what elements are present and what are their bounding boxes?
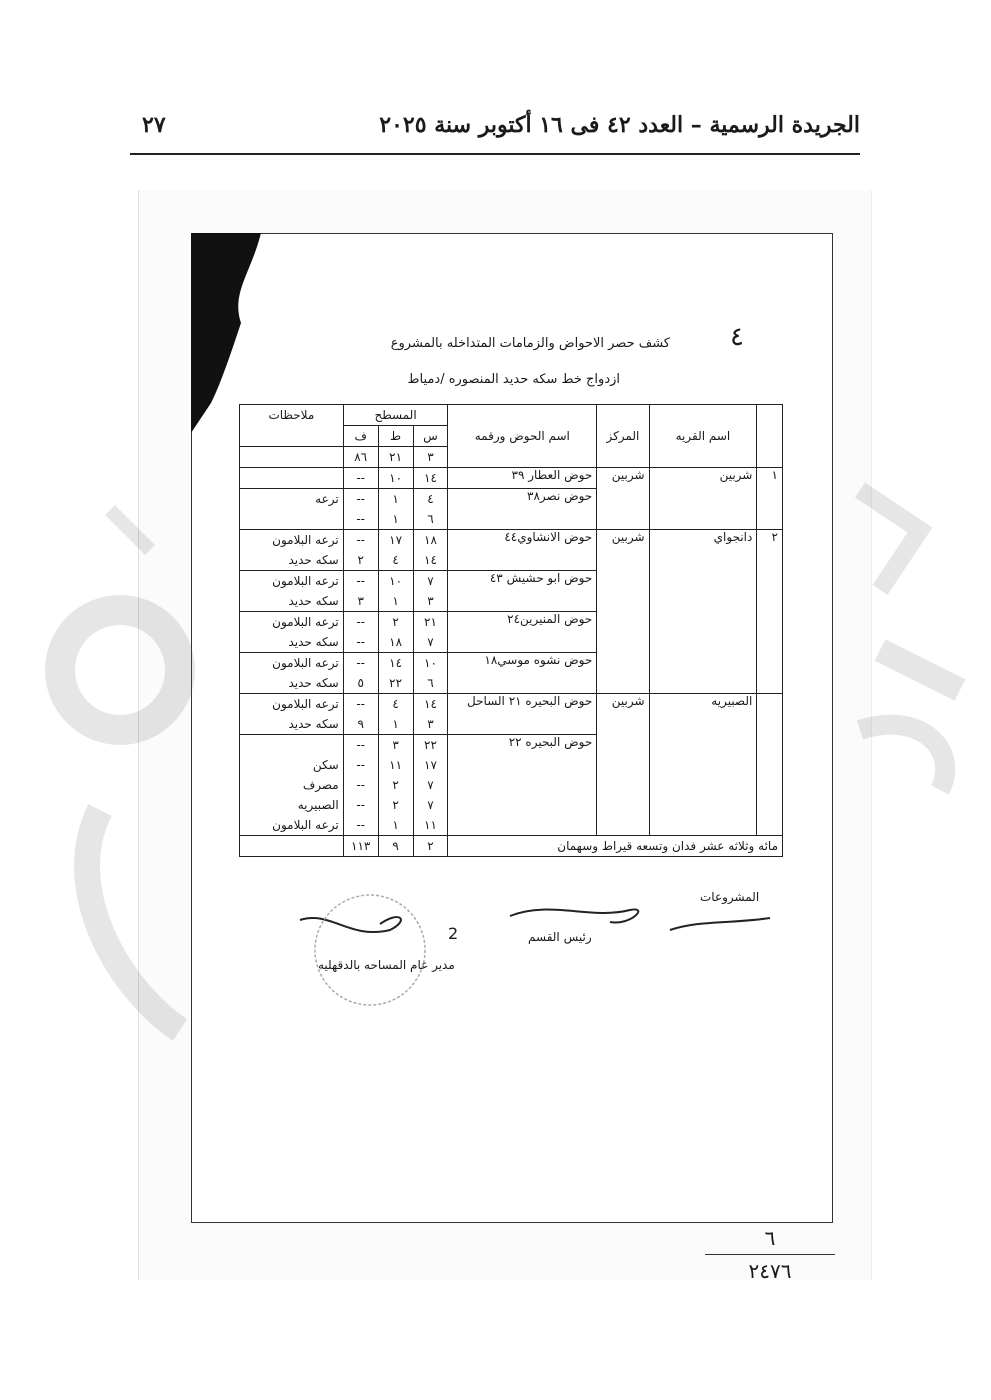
notes [240,468,344,489]
hod-name: حوض العطار ٣٩ [448,468,597,489]
area-f-line: -- [356,533,366,547]
markaz-name: شربين [597,694,649,836]
gazette-header [130,112,860,148]
area-s-line: ١٤ [424,553,437,567]
village-number [757,694,783,836]
markaz-name: شربين [597,530,649,694]
area-t-line: ١ [392,818,399,832]
village-name: دانجواي [649,530,757,694]
signatures [270,880,790,1020]
area-f-line: ٣ [357,594,364,608]
area-s-line: ٣ [427,717,434,731]
area-t-line: ٤ [392,553,399,567]
area-f-line: -- [356,738,366,752]
torn-corner-shadow [191,233,271,433]
area-f [343,571,378,612]
handwritten-ref-line [705,1254,835,1255]
area-s [413,530,448,571]
notes-line [244,509,339,529]
area-f-line: -- [356,656,366,670]
area-f-line: -- [356,492,366,506]
total-f: ١١٣ [343,836,378,857]
area-s-line: ٧ [427,778,434,792]
area-t-line: ١٠ [389,574,403,588]
notes [240,530,344,571]
document-title: كشف حصر الاحواض والزمامات المتداخله بالمشروع [390,336,670,351]
notes-line: ترعه البلامون [272,697,339,711]
area-s-line: ٧ [427,574,434,588]
area-s-line: ١٧ [424,758,437,772]
total-area-t: ٢١ [378,447,413,468]
document-subtitle: ازدواج خط سكه حديد المنصوره /دمياط [407,372,620,387]
area-s-line: ١٠ [424,656,437,670]
area-s-line: ٧ [427,635,434,649]
area-f-line: -- [356,697,366,711]
hod-name: حوض نشوه موسي١٨ [448,653,597,694]
area-f [343,489,378,530]
notes [240,653,344,694]
area-t-line: ١٤ [389,656,403,670]
area-f-line: -- [356,471,366,485]
area-f [343,530,378,571]
area-t-line: ٢ [392,615,399,629]
notes-line: ترعه البلامون [272,533,339,547]
col-f: ف [343,426,378,447]
area-t-line: ٣ [392,738,399,752]
handwritten-ref-bottom: ٢٤٧٦ [748,1259,792,1283]
col-markaz: المركز [597,405,649,468]
col-hod: اسم الحوض ورقمه [448,405,597,468]
notes-line: سكه حديد [288,553,339,567]
area-s-line: ١١ [424,818,437,832]
area-f [343,468,378,489]
col-t: ط [378,426,413,447]
notes-line: سكن [312,758,339,772]
notes-line: سكه حديد [288,717,339,731]
hod-name: حوض البحيره ٢١ الساحل [448,694,597,735]
village-number: ١ [757,468,783,530]
notes-line: ترعه البلامون [272,574,339,588]
area-f-line: ٢ [357,553,364,567]
area-f-line: -- [356,574,366,588]
notes-line [244,735,339,755]
markaz-name: شربين [597,468,649,530]
area-t-line: ٢٢ [389,676,403,690]
area-f [343,735,378,836]
notes [240,694,344,735]
notes-line: سكه حديد [288,635,339,649]
notes-line: ترعه البلامون [272,656,339,670]
area-t [378,530,413,571]
area-t [378,735,413,836]
village-name: الصبيريه [649,694,757,836]
village-name: شربين [649,468,757,530]
notes-line [244,468,339,488]
area-s-line: ٢٢ [424,738,437,752]
sig-projects: المشروعات [700,890,760,904]
area-s-line: ٣ [427,594,434,608]
notes-line: ترعه البلامون [272,818,339,832]
area-f-line: -- [356,635,366,649]
area-t-line: ١٠ [389,471,403,485]
total-area-s: ٣ [413,447,448,468]
handwritten-ref [705,1226,835,1283]
area-s-line: ١٨ [424,533,437,547]
area-t-line: ١٧ [389,533,403,547]
header-rule [130,153,860,155]
area-s-line: ٢١ [424,615,437,629]
handwritten-ref-top: ٦ [764,1226,776,1250]
area-f [343,653,378,694]
total-t: ٩ [378,836,413,857]
area-t-line: ١ [392,512,399,526]
area-t [378,653,413,694]
sig-manager: مدير عام المساحه بالدقهليه [318,958,455,972]
area-t-line: ١١ [389,758,403,772]
notes-line: سكه حديد [288,594,339,608]
area-s-line: ٦ [427,676,434,690]
area-t [378,571,413,612]
area-s [413,571,448,612]
table-row [240,468,783,489]
hod-name: حوض نصر٣٨ [448,489,597,530]
notes-line: الصبيريه [297,798,339,812]
area-f [343,694,378,735]
table-row [240,530,783,571]
hod-name: حوض ابو حشيش ٤٣ [448,571,597,612]
area-s [413,694,448,735]
notes-line: ترعه البلامون [272,615,339,629]
page-number: ٢٧ [142,112,166,138]
total-row [240,836,783,857]
area-f-line: ٩ [357,717,364,731]
notes-line: مصرف [302,778,339,792]
area-s [413,468,448,489]
area-t-line: ١ [392,717,399,731]
area-s [413,653,448,694]
basins-table [239,404,783,857]
area-s [413,612,448,653]
area-t-line: ١ [392,594,399,608]
area-t [378,612,413,653]
sig-head: رئيس القسم [528,930,592,944]
area-s-line: ٧ [427,798,434,812]
area-s [413,735,448,836]
area-f-line: -- [356,758,366,772]
gazette-title: الجريدة الرسمية – العدد ٤٢ فى ١٦ أكتوبر سنة ٢٠٢٥ [379,112,860,138]
notes-line: ترعه [315,492,339,506]
total-area-f: ٨٦ [343,447,378,468]
area-t [378,468,413,489]
notes [240,489,344,530]
village-number: ٢ [757,530,783,694]
total-text: مائه وثلاثه عشر فدان وتسعه قيراط وسهمان [448,836,783,857]
area-t-line: ٢ [392,778,399,792]
area-f-line: -- [356,512,366,526]
col-notes: ملاحظات [240,405,344,447]
area-s [413,489,448,530]
total-notes [240,836,344,857]
area-f-line: -- [356,818,366,832]
area-f-line: -- [356,778,366,792]
col-s: س [413,426,448,447]
total-s: ٢ [413,836,448,857]
area-s-line: ١٤ [424,697,437,711]
area-t-line: ٤ [392,697,399,711]
page-mark: ٤ [730,322,744,352]
col-village: اسم القريه [649,405,757,468]
col-area: المسطح [343,405,448,426]
area-s-line: ١٤ [424,471,437,485]
table-row [240,694,783,735]
hod-name: حوض الانشاوي٤٤ [448,530,597,571]
area-f-line: ٥ [357,676,364,690]
area-f-line: -- [356,798,366,812]
notes-blank [240,447,344,468]
area-s-line: ٦ [427,512,434,526]
hod-name: حوض البحيره ٢٢ [448,735,597,836]
area-t-line: ٢ [392,798,399,812]
area-f-line: -- [356,615,366,629]
area-t-line: ١٨ [389,635,403,649]
notes [240,612,344,653]
area-f [343,612,378,653]
area-t [378,694,413,735]
area-t-line: ١ [392,492,399,506]
notes [240,735,344,836]
notes-line: سكه حديد [288,676,339,690]
table-body [240,468,783,836]
notes [240,571,344,612]
area-t [378,489,413,530]
sig-mark: 2 [448,924,459,943]
area-s-line: ٤ [427,492,434,506]
hod-name: حوض المنيرين٢٤ [448,612,597,653]
header-num-cell [757,405,783,468]
